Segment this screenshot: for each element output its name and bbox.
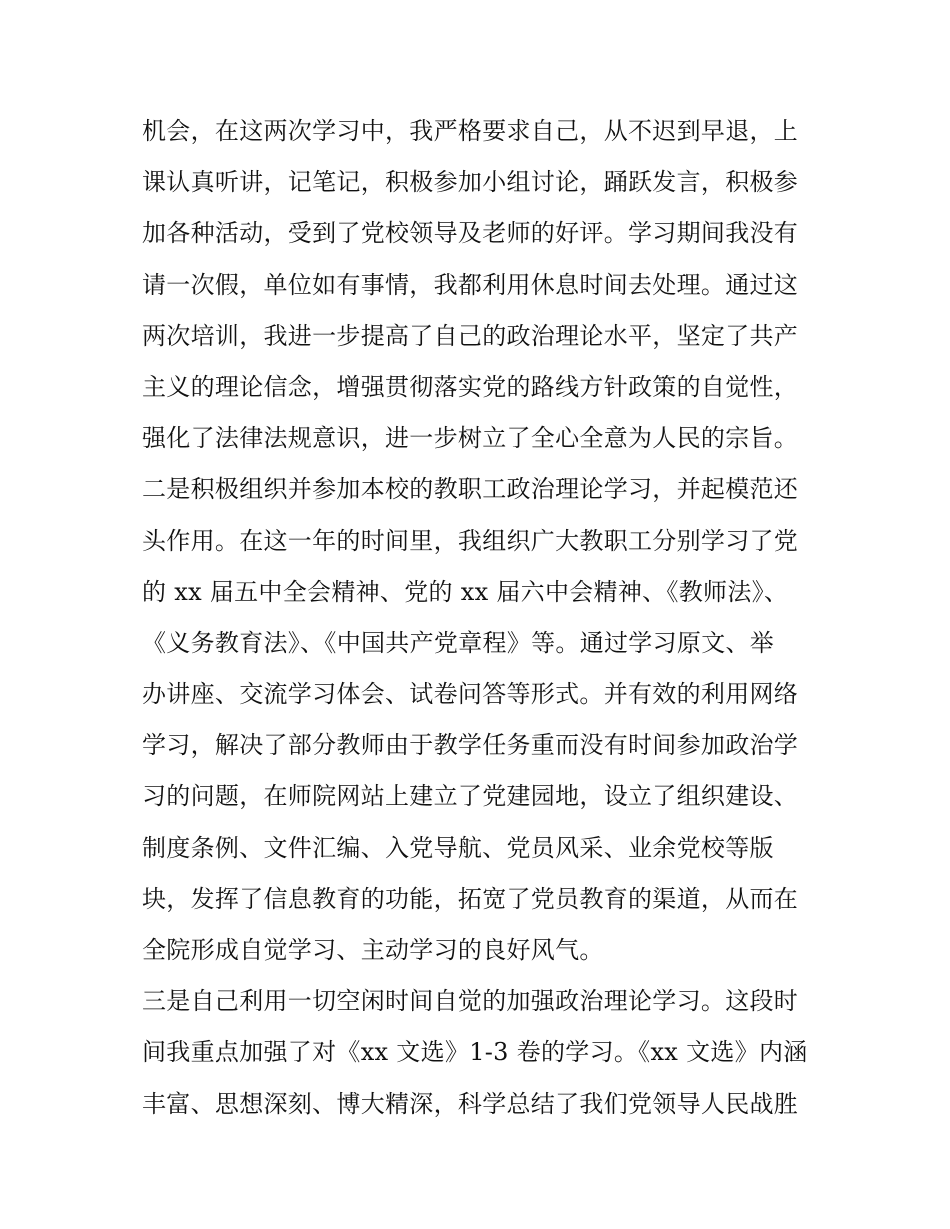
text-line-6: 主义的理论信念，增强贯彻落实党的路线方针政策的自觉性， <box>142 372 799 401</box>
text-line-16: 块，发挥了信息教育的功能，拓宽了党员教育的渠道，从而在 <box>142 884 799 913</box>
text-line-8: 二是积极组织并参加本校的教职工政治理论学习，并起模范还 <box>142 475 799 504</box>
text-line-14: 习的问题，在师院网站上建立了党建园地，设立了组织建设、 <box>142 782 799 811</box>
text-line-12: 办讲座、交流学习体会、试卷问答等形式。并有效的利用网络 <box>142 680 799 709</box>
body-text <box>142 106 822 1130</box>
text-line-17: 全院形成自觉学习、主动学习的良好风气。 <box>142 936 604 964</box>
text-line-15: 制度条例、文件汇编、入党导航、党员风采、业余党校等版 <box>142 833 774 862</box>
text-line-19: 间我重点加强了对《xx 文选》1-3 卷的学习。《xx 文选》内涵 <box>142 1038 808 1067</box>
text-line-3: 加各种活动，受到了党校领导及老师的好评。学习期间我没有 <box>142 219 799 248</box>
text-line-1: 机会，在这两次学习中，我严格要求自己，从不迟到早退，上 <box>142 117 799 145</box>
text-line-2: 课认真听讲，记笔记，积极参加小组讨论，踊跃发言，积极参 <box>142 168 799 197</box>
text-line-13: 学习，解决了部分教师由于教学任务重而没有时间参加政治学 <box>142 731 799 760</box>
text-line-18: 三是自己利用一切空闲时间自觉的加强政治理论学习。这段时 <box>142 987 799 1016</box>
text-line-10: 的 xx 届五中全会精神、党的 xx 届六中会精神、《教师法》、 <box>142 577 789 606</box>
text-line-20: 丰富、思想深刻、博大精深，科学总结了我们党领导人民战胜 <box>142 1089 799 1118</box>
text-line-7: 强化了法律法规意识，进一步树立了全心全意为人民的宗旨。 <box>142 424 799 453</box>
text-line-9: 头作用。在这一年的时间里，我组织广大教职工分别学习了党 <box>142 526 799 555</box>
text-line-5: 两次培训，我进一步提高了自己的政治理论水平，坚定了共产 <box>142 321 799 350</box>
text-line-11: 《义务教育法》、《中国共产党章程》等。通过学习原文、举 <box>142 628 775 657</box>
text-line-4: 请一次假，单位如有事情，我都利用休息时间去处理。通过这 <box>142 270 799 299</box>
